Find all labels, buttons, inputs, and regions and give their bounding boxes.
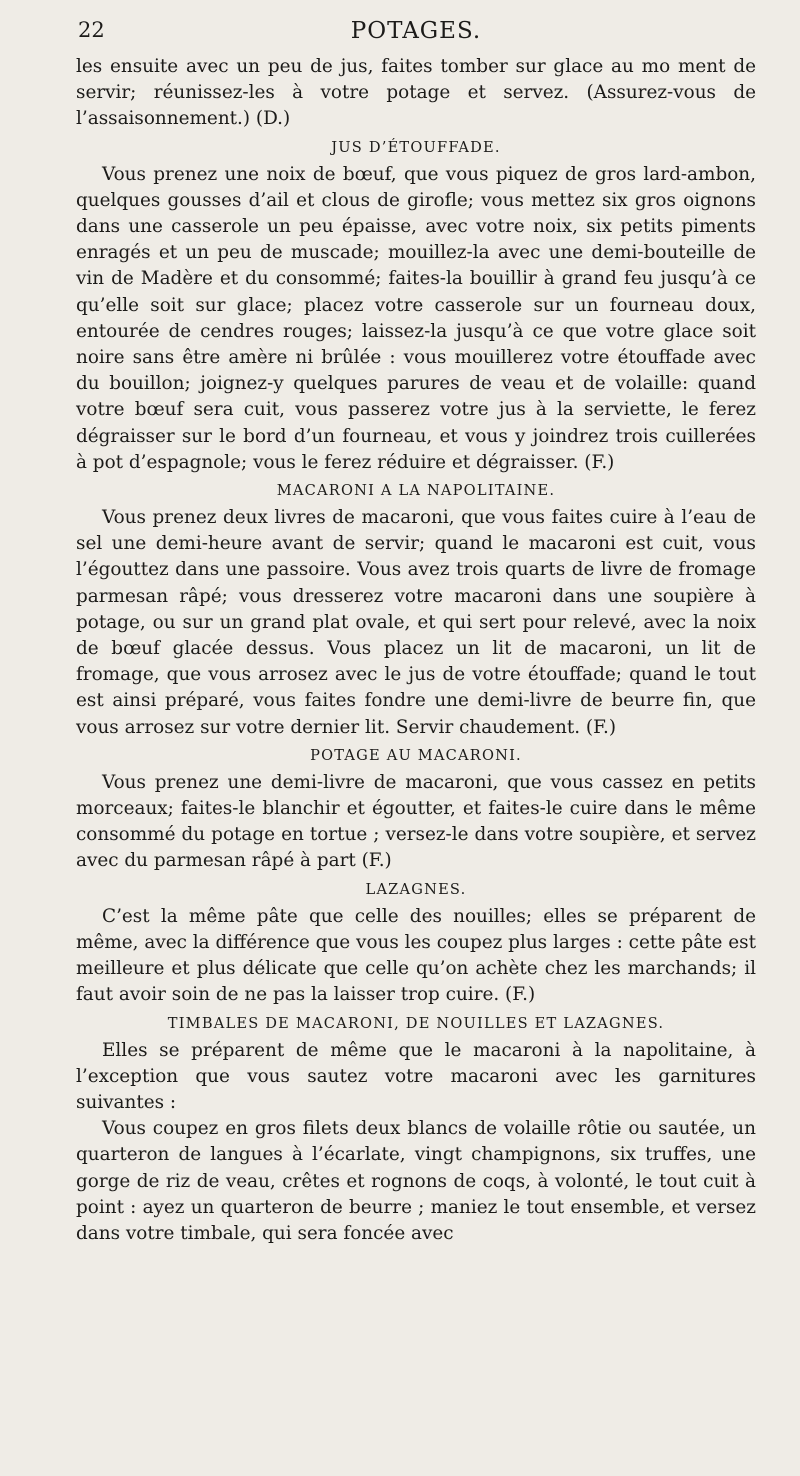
recipe-timbales-continued: Vous coupez en gros filets deux blancs de volaille rôtie ou sautée, un quarteron de langues à l’écarlate, vingt champignons, six truffes, une gorge de riz de veau, crêtes et rognons de coqs, à volonté, le tout cuit à point : ayez un quarteron de beurre ; maniez le tout ensemble, et versez dans votre timbale, qui sera foncée avec xyxy=(76,1118,756,1244)
recipe-potage-macaroni: Vous prenez une demi-livre de macaroni, que vous cassez en petits morceaux; faites-le blanchir et égoutter, et faites-le cuire dans le même consommé du potage en tortue ; versez-le dans votre soupière, et servez avec du parmesan râpé à part (F.) xyxy=(76,771,756,872)
body-text xyxy=(76,54,756,1247)
running-title: POTAGES. xyxy=(350,18,482,44)
page-number: 22 xyxy=(78,18,105,42)
recipe-macaroni-napolitaine: Vous prenez deux livres de macaroni, que vous faites cuire à l’eau de sel une demi-heure avant de servir; quand le macaroni est cuit, vous l’égouttez dans une passoire. Vous avez trois quarts de livre de fromage parmesan râpé; vous dresserez votre macaroni dans une soupière à potage, ou sur un grand plat ovale, et qui sert pour relevé, avec la noix de bœuf glacée dessus. Vous placez un lit de macaroni, un lit de fromage, que vous arrosez avec le jus de votre étouffade; quand le tout est ainsi préparé, vous faites fondre une demi-livre de beurre fin, que vous arrosez sur votre dernier lit. Servir chaudement. (F.) xyxy=(76,507,756,738)
recipe-lazagnes: C’est la même pâte que celle des nouilles; elles se préparent de même, avec la différence que vous les coupez plus larges : cette pâte est meilleure et plus délicate que celle qu’on achète chez les marchands; il faut avoir soin de ne pas la laisser trop cuire. (F.) xyxy=(76,905,756,1006)
section-title-timbales: TIMBALES DE MACARONI, DE NOUILLES ET LAZAGNES. xyxy=(167,1014,665,1032)
section-title-macaroni-napolitaine: MACARONI A LA NAPOLITAINE. xyxy=(276,482,556,500)
intro-paragraph: les ensuite avec un peu de jus, faites tomber sur glace au mo ment de servir; réunissez-les à votre potage et servez. (Assurez-vous de l’assaisonnement.) (D.) xyxy=(76,56,756,130)
section-title-potage-macaroni: POTAGE AU MACARONI. xyxy=(310,746,522,764)
section-title-lazagnes: LAZAGNES. xyxy=(365,880,467,898)
section-title-jus-etouffade: JUS D’ÉTOUFFADE. xyxy=(331,138,501,156)
running-head xyxy=(76,12,756,46)
recipe-timbales: Elles se préparent de même que le macaroni à la napolitaine, à l’exception que vous sautez votre macaroni avec les garnitures suivantes : xyxy=(76,1039,756,1113)
recipe-jus-etouffade: Vous prenez une noix de bœuf, que vous piquez de gros lard-ambon, quelques gousses d’ail et clous de girofle; vous mettez six gros oignons dans une casserole un peu épaisse, avec votre noix, six petits piments enragés et un peu de muscade; mouillez-la avec une demi-bouteille de vin de Madère et du consommé; faites-la bouillir à grand feu jusqu’à ce qu’elle soit sur glace; placez votre casserole sur un fourneau doux, entourée de cendres rouges; laissez-la jusqu’à ce que votre glace soit noire sans être amère ni brûlée : vous mouillerez votre étouffade avec du bouillon; joignez-y quelques parures de veau et de volaille: quand votre bœuf sera cuit, vous passerez votre jus à la serviette, le ferez dégraisser sur le bord d’un fourneau, et vous y joindrez trois cuillerées à pot d’espagnole; vous le ferez réduire et dégraisser. (F.) xyxy=(76,163,756,473)
